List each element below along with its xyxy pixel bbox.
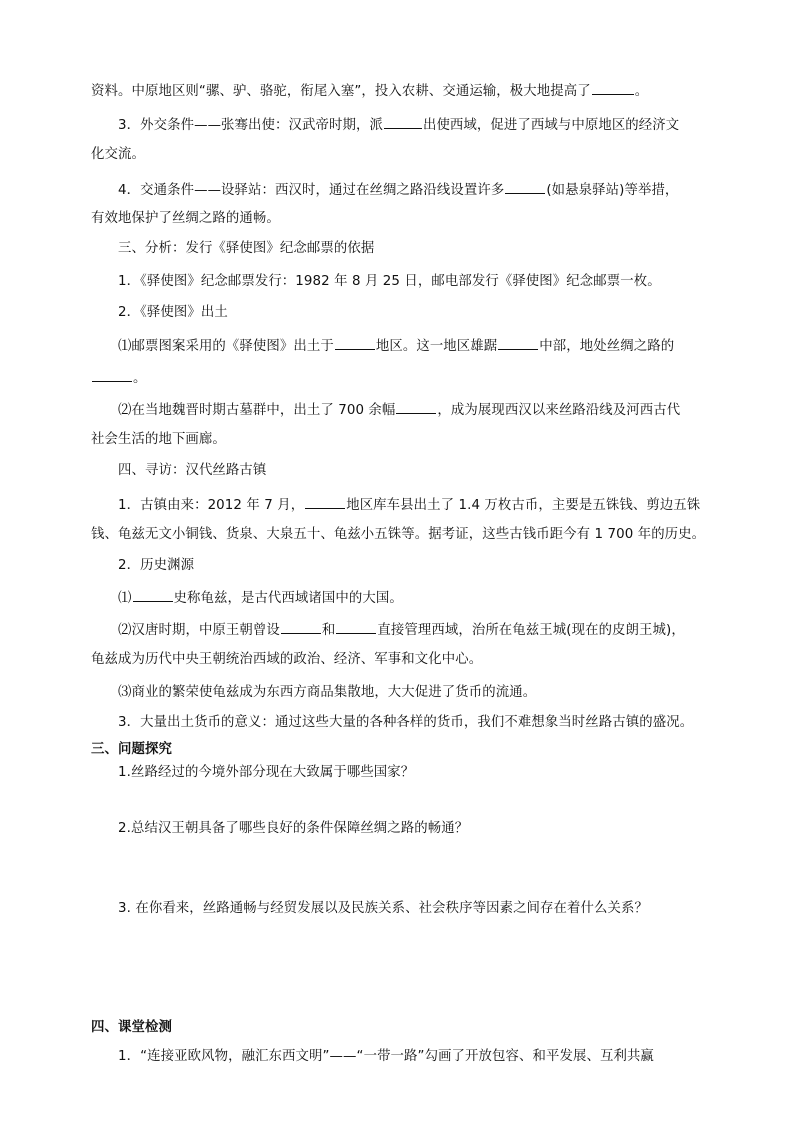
text-line: ⑶商业的繁荣使龟兹成为东西方商品集散地，大大促进了货币的流通。 (118, 685, 537, 700)
text-line: 社会生活的地下画廊。 (91, 432, 226, 447)
text-line: 4．交通条件——设驿站：西汉时，通过在丝绸之路沿线设置许多 (如悬泉驿站)等举措， (118, 180, 678, 200)
fill-blank (335, 336, 375, 350)
fill-blank (281, 620, 321, 634)
text-line: 3．外交条件——张骞出使：汉武帝时期，派 出使西域，促进了西域与中原地区的经济文 (118, 115, 679, 135)
text-line: ⑵在当地魏晋时期古墓群中，出土了 700 余幅 ，成为展现西汉以来丝路沿线及河西古代 (118, 400, 680, 420)
fill-blank (133, 588, 173, 602)
text-line: 。 (91, 368, 147, 388)
fill-blank (498, 336, 538, 350)
text-line: 2．历史渊源 (118, 558, 195, 573)
question-item: 1.丝路经过的今境外部分现在大致属于哪些国家？ (118, 765, 415, 780)
fill-blank (592, 81, 634, 95)
text-line: ⑴邮票图案采用的《驿使图》出土于 地区。这一地区雄踞 中部，地处丝绸之路的 (118, 336, 674, 356)
question-item: 2.总结汉王朝具备了哪些良好的条件保障丝绸之路的畅通？ (118, 821, 469, 836)
text-line: 1．古镇由来：2012 年 7 月， 地区库车县出土了 1.4 万枚古币，主要是五铢钱、剪边五铢 (118, 495, 700, 515)
fill-blank (505, 180, 545, 194)
question-item: 3. 在你看来，丝路通畅与经贸发展以及民族关系、社会秩序等因素之间存在着什么关系？ (118, 901, 648, 916)
text-line: 资料。中原地区则“骡、驴、骆驼，衔尾入塞”，投入农耕、交通运输，极大地提高了 。 (91, 81, 648, 101)
text-line: 3．大量出土货币的意义：通过这些大量的各种各样的货币，我们不难想象当时丝路古镇的盛况。 (118, 715, 694, 730)
text-line: ⑵汉唐时期，中原王朝曾设 和 直接管理西域，治所在龟兹王城(现在的皮朗王城)， (118, 620, 685, 640)
text-line: 1．“连接亚欧风物，融汇东西文明”——“一带一路”勾画了开放包容、和平发展、互利共赢 (118, 1049, 654, 1064)
text-line: 钱、龟兹无文小铜钱、货泉、大泉五十、龟兹小五铢等。据考证，这些古钱币距今有 1 700 年的历史。 (91, 527, 706, 542)
fill-blank (396, 400, 436, 414)
text-line: ⑴ 史称龟兹，是古代西域诸国中的大国。 (118, 588, 403, 608)
text-line: 2．《驿使图》出土 (118, 305, 228, 320)
fill-blank (305, 495, 345, 509)
section-heading-bold: 三、问题探究 (91, 742, 172, 757)
section-heading: 三、分析：发行《驿使图》纪念邮票的依据 (118, 241, 375, 256)
section-heading: 四、寻访：汉代丝路古镇 (118, 463, 267, 478)
text-line: 有效地保护了丝绸之路的通畅。 (91, 211, 280, 226)
fill-blank (92, 368, 132, 382)
text-line: 1．《驿使图》纪念邮票发行：1982 年 8 月 25 日，邮电部发行《驿使图》纪念邮票一枚。 (118, 274, 661, 289)
text-line: 化交流。 (91, 147, 145, 162)
text-line: 龟兹成为历代中央王朝统治西域的政治、经济、军事和文化中心。 (91, 652, 483, 667)
fill-blank (384, 115, 422, 129)
section-heading-bold: 四、课堂检测 (91, 1020, 172, 1035)
fill-blank (336, 620, 376, 634)
